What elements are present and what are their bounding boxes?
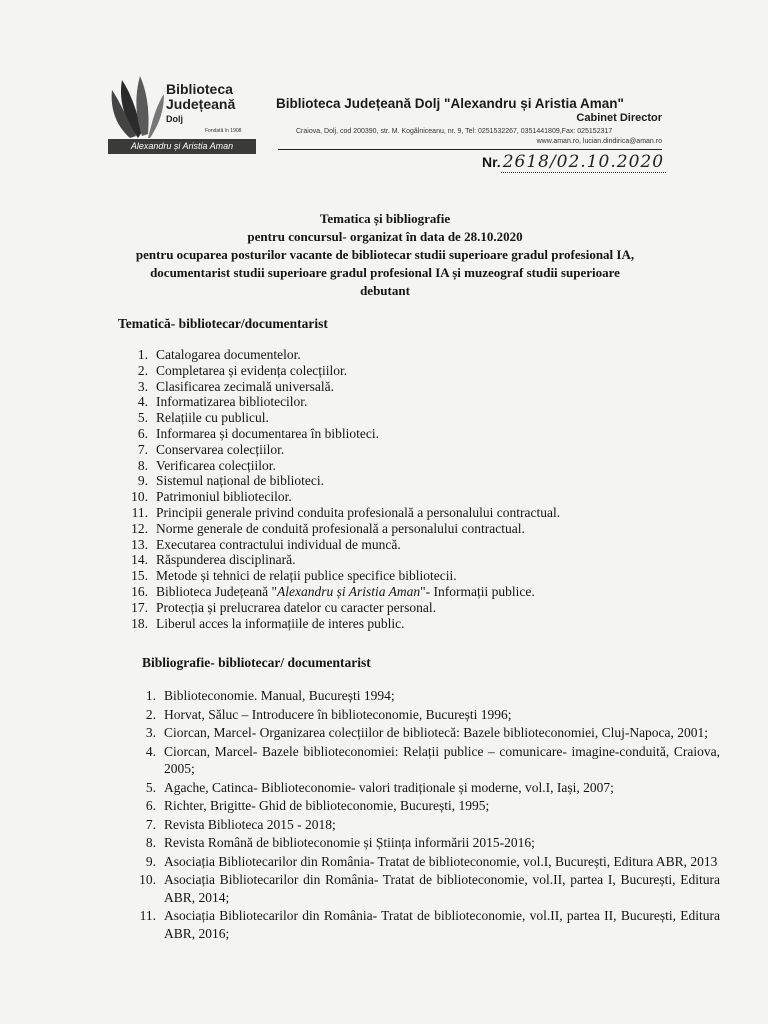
- title-line-3: pentru ocuparea posturilor vacante de bibliotecar studii superioare gradul profesional IA,: [135, 247, 635, 262]
- list-item: 4. Ciorcan, Marcel- Bazele biblioteconomiei: Relații publice – comunicare- imagine-conduită, Craiova, 2005;: [145, 743, 720, 776]
- list-item: 9. Sistemul național de biblioteci.: [137, 473, 324, 489]
- list-item: 2. Completarea și evidența colecțiilor.: [137, 362, 348, 378]
- title-line-4: documentarist studii superioare gradul profesional IA și muzeograf studii superioare: [150, 265, 620, 280]
- list-item: 3. Ciorcan, Marcel- Organizarea colecțiilor de bibliotecă: Bazele biblioteconomiei, Cluj-Napoca, 2001;: [145, 725, 709, 740]
- list-item: 14. Răspunderea disciplinară.: [131, 552, 296, 568]
- registration-number-handwritten: 2618/02.10.2020: [502, 152, 665, 172]
- list-item: 5. Agache, Catinca- Biblioteconomie- valori tradiționale și moderne, vol.I, Iași, 2007;: [145, 779, 614, 795]
- list-item: 17. Protecția și prelucrarea datelor cu caracter personal.: [131, 599, 436, 615]
- header-divider: [278, 149, 662, 150]
- list-item: 1. Catalogarea documentelor.: [137, 347, 301, 362]
- list-item: 10. Asociația Bibliotecarilor din România- Tratat de biblioteconomie, vol.II, partea I, București, Editura ABR, 2014;: [139, 872, 720, 905]
- book-emblem-icon: [108, 74, 168, 140]
- list-item: 10. Patrimoniul bibliotecilor.: [131, 489, 292, 505]
- title-line-5: debutant: [360, 283, 410, 298]
- logo-text-judeteana: Județeană: [166, 96, 236, 112]
- list-item: 3. Clasificarea zecimală universală.: [137, 378, 335, 394]
- list-item: 8. Verificarea colecțiilor.: [137, 457, 276, 473]
- library-logo: [108, 74, 258, 160]
- title-line-1: Tematica și bibliografie: [319, 211, 451, 226]
- list-item: 2. Horvat, Săluc – Introducere în biblioteconomie, București 1996;: [145, 706, 512, 722]
- bibliografie-heading: Bibliografie- bibliotecar/ documentarist: [142, 655, 371, 670]
- list-item: 9. Asociația Bibliotecarilor din România- Tratat de biblioteconomie, vol.I, București, Editura ABR, 2013: [145, 853, 718, 869]
- list-item: 1. Biblioteconomie. Manual, București 1994;: [145, 688, 395, 703]
- list-item: 7. Conservarea colecțiilor.: [137, 441, 285, 457]
- logo-text-founded: Fondată în 1908: [205, 128, 242, 134]
- list-item: 8. Revista Română de biblioteconomie și Știința informării 2015-2016;: [145, 835, 535, 850]
- bibliografie-list: [139, 687, 720, 943]
- list-item: 6. Informarea și documentarea în biblioteci.: [137, 425, 380, 441]
- title-line-2: pentru concursul- organizat în data de 28.10.2020: [247, 229, 523, 244]
- list-item: 16. Biblioteca Județeană "Alexandru și Aristia Aman"- Informații publice.: [131, 583, 535, 599]
- institution-contact: www.aman.ro, lucian.dindirica@aman.ro: [536, 138, 662, 145]
- institution-address: Craiova, Dolj, cod 200390, str. M. Kogălniceanu, nr. 9, Tel: 0251532267, 0351441809,Fax: 025152317: [296, 128, 613, 135]
- tematica-list: [131, 347, 561, 631]
- logo-banner: Alexandru și Aristia Aman: [108, 139, 256, 154]
- list-item: 11. Principii generale privind conduita profesională a personalului contractual.: [131, 504, 561, 520]
- registration-number: [482, 152, 666, 173]
- list-item: 11. Asociația Bibliotecarilor din România- Tratat de biblioteconomie, vol.II, partea II, București, Editura ABR, 2016;: [139, 908, 720, 941]
- logo-text-dolj: Dolj: [166, 114, 183, 124]
- institution-name: Biblioteca Județeană Dolj "Alexandru și Aristia Aman": [276, 96, 624, 111]
- logo-text-biblioteca: Biblioteca: [166, 81, 233, 97]
- document-title: [100, 210, 670, 300]
- list-item: 15. Metode și tehnici de relații publice specifice bibliotecii.: [131, 568, 457, 584]
- list-item: 13. Executarea contractului individual de muncă.: [131, 536, 401, 552]
- list-item: 18. Liberul acces la informațiile de interes public.: [131, 615, 405, 631]
- registration-number-field: [501, 152, 666, 173]
- list-item: 4. Informatizarea bibliotecilor.: [137, 394, 308, 410]
- list-item: 5. Relațiile cu publicul.: [137, 410, 269, 426]
- office-name: Cabinet Director: [576, 112, 662, 124]
- list-item: 6. Richter, Brigitte- Ghid de biblioteconomie, București, 1995;: [145, 798, 490, 813]
- tematica-heading: Tematică- bibliotecar/documentarist: [118, 316, 328, 331]
- registration-number-label: Nr.: [482, 154, 501, 170]
- list-item: 12. Norme generale de conduită profesională a personalului contractual.: [131, 520, 525, 536]
- list-item: 7. Revista Biblioteca 2015 - 2018;: [145, 816, 336, 832]
